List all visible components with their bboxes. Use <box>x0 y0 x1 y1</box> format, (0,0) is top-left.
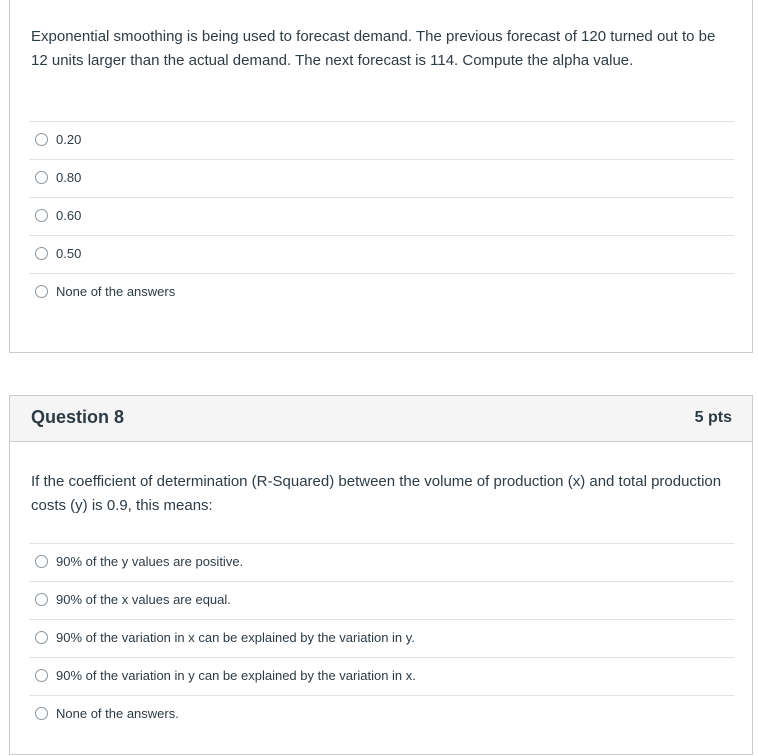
answer-option[interactable] <box>29 121 734 159</box>
question-7-text: Exponential smoothing is being used to forecast demand. The previous forecast of 120 turned out to be 12 units larger than the actual demand. The next forecast is 114. Compute the alpha value. <box>31 28 716 69</box>
radio-button[interactable] <box>35 555 48 568</box>
answer-option[interactable] <box>29 695 734 733</box>
answer-label[interactable]: None of the answers <box>56 284 176 299</box>
answer-option[interactable] <box>29 657 734 695</box>
answer-label[interactable]: 90% of the y values are positive. <box>56 554 244 569</box>
radio-button[interactable] <box>35 209 48 222</box>
question-8-card <box>9 395 753 755</box>
answer-label[interactable]: 0.80 <box>56 170 82 185</box>
answer-option[interactable] <box>29 197 734 235</box>
question-title: Question 8 <box>31 407 125 427</box>
answer-option[interactable] <box>29 543 734 581</box>
answer-label[interactable]: None of the answers. <box>56 706 179 721</box>
answer-label[interactable]: 90% of the variation in y can be explained by the variation in x. <box>56 668 416 683</box>
answer-label[interactable]: 90% of the x values are equal. <box>56 592 231 607</box>
question-points: 5 pts <box>694 409 732 426</box>
answer-label[interactable]: 0.60 <box>56 208 82 223</box>
radio-button[interactable] <box>35 669 48 682</box>
answer-option[interactable] <box>29 273 734 311</box>
radio-button[interactable] <box>35 593 48 606</box>
answer-option[interactable] <box>29 235 734 273</box>
question-8-answer-list <box>29 543 734 733</box>
answer-option[interactable] <box>29 581 734 619</box>
radio-button[interactable] <box>35 707 48 720</box>
answer-label[interactable]: 0.50 <box>56 246 82 261</box>
question-8-text: If the coefficient of determination (R-Squared) between the volume of production (x) and total production costs (y) is 0.9, this means: <box>31 473 722 514</box>
radio-button[interactable] <box>35 133 48 146</box>
question-header <box>10 396 752 442</box>
answer-option[interactable] <box>29 619 734 657</box>
radio-button[interactable] <box>35 285 48 298</box>
answer-option[interactable] <box>29 159 734 197</box>
question-7-answer-list <box>29 121 734 311</box>
radio-button[interactable] <box>35 171 48 184</box>
radio-button[interactable] <box>35 247 48 260</box>
answer-label[interactable]: 90% of the variation in x can be explained by the variation in y. <box>56 630 415 645</box>
answer-label[interactable]: 0.20 <box>56 132 82 147</box>
radio-button[interactable] <box>35 631 48 644</box>
question-7-card <box>9 0 753 353</box>
